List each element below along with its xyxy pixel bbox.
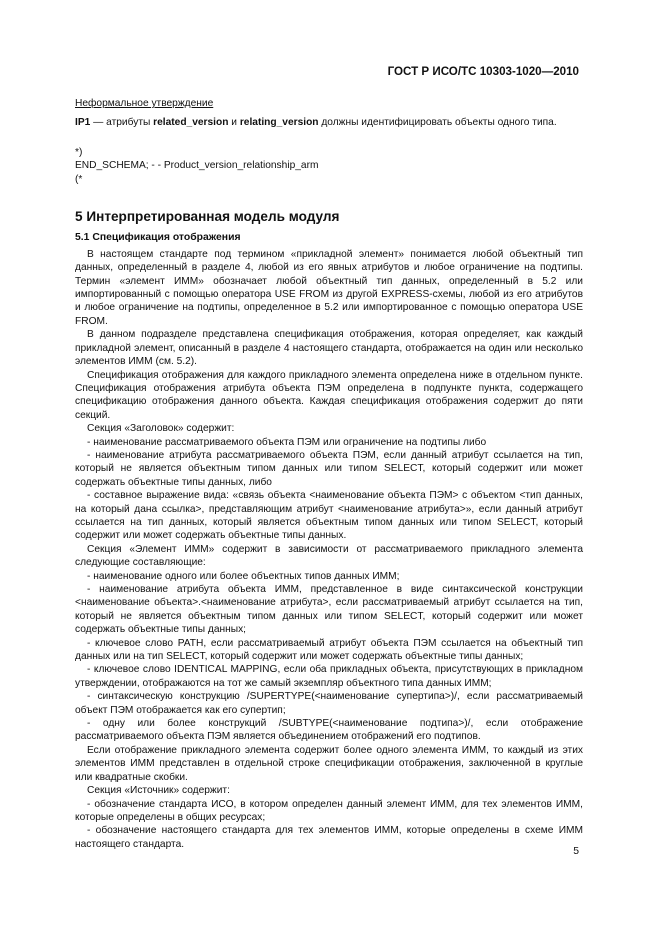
related-version-term: related_version <box>153 117 229 129</box>
ip1-label: IP1 <box>75 117 91 129</box>
informal-statement-ip1 <box>75 116 583 129</box>
page-number: 5 <box>573 846 579 857</box>
page-body <box>75 97 583 851</box>
ip1-text-2: и <box>228 117 240 129</box>
list-item: - синтаксическую конструкцию /SUPERTYPE(<наименование супертипа>)/, если рассматриваемый объект ПЭМ отображается как его супертип; <box>75 691 583 716</box>
paragraph: Секция «Заголовок» содержит: <box>87 423 235 435</box>
list-item: - наименование атрибута объекта ИММ, представленное в виде синтаксической конструкции <наименование объекта>.<наименование атрибута>, если рассматриваемый атрибут ссылается на тип, который не является объектным типом данных или типом SELECT, который содержит или может содержать объектные типы данных; <box>75 584 583 636</box>
relating-version-term: relating_version <box>239 117 319 129</box>
list-item: - ключевое слово PATH, если рассматриваемый атрибут объекта ПЭМ ссылается на объектный тип данных или на тип SELECT, который содержит или может содержать объектные типы данных; <box>75 637 583 663</box>
code-comment-close: *) <box>75 146 83 158</box>
list-item: - одну или более конструкций /SUBTYPE(<наименование подтипа>)/, если отображение рассматриваемого объекта ПЭМ является объединением отображений его подтипов. <box>75 718 583 743</box>
paragraph: Секция «Источник» содержит: <box>87 785 230 797</box>
paragraph: Если отображение прикладного элемента содержит более одного элемента ИММ, то каждый из этих элементов ИММ представлен в отдельной строке спецификации отображения, заключенной в круглые или квадратные скобки. <box>75 744 583 783</box>
list-item: - ключевое слово IDENTICAL MAPPING, если оба прикладных объекта, присутствующих в прикладном утверждении, отображаются на тот же самый экземпляр объектного типа данных ИММ; <box>75 664 583 689</box>
paragraph: Секция «Элемент ИММ» содержит в зависимости от рассматриваемого прикладного элемента следующие составляющие: <box>75 543 583 569</box>
list-item: - наименование атрибута рассматриваемого объекта ПЭМ, если данный атрибут ссылается на тип, который не является объектным типом данных или типом SELECT, который содержит или может содержать объектные типы данных, либо <box>75 449 583 488</box>
section-5-heading: 5 Интерпретированная модель модуля <box>75 209 340 225</box>
paragraph: Спецификация отображения для каждого прикладного элемента определена ниже в отдельном пункте. Спецификация отображения атрибута объекта ПЭМ определена в подпункте пункта, содержащего спецификацию отображения данного объекта. Каждая спецификация отображения содержит до пяти секций. <box>75 369 583 421</box>
ip1-text-1: — атрибуты <box>90 117 154 129</box>
paragraph: В данном подразделе представлена спецификация отображения, которая определяет, как каждый прикладной элемент, описанный в разделе 4 настоящего стандарта, отображается на один или несколько элементов ИММ (см. 5.2). <box>75 329 583 368</box>
list-item: - обозначение настоящего стандарта для тех элементов ИММ, которые определены в схеме ИММ настоящего стандарта. <box>75 825 583 850</box>
code-comment-open: (* <box>75 173 83 185</box>
ip1-text-3: должны идентифицировать объекты одного типа. <box>318 117 557 129</box>
informal-statement-title: Неформальное утверждение <box>75 98 214 109</box>
list-item: - составное выражение вида: «связь объекта <наименование объекта ПЭМ> с объектом <тип данных, на который дана ссылка>, представляющим атрибут <наименование атрибута>», если данный атрибут ссылается на тип данных, который является объектным типом данных или типом SELECT, который содержит или может содержать объектные типы данных. <box>75 490 583 542</box>
code-end-schema: END_SCHEMA; - - Product_version_relationship_arm <box>75 160 319 172</box>
list-item: - наименование рассматриваемого объекта ПЭМ или ограничение на подтипы либо <box>87 436 487 448</box>
section-5-1-heading: 5.1 Спецификация отображения <box>75 232 241 244</box>
list-item: - обозначение стандарта ИСО, в котором определен данный элемент ИММ, для тех элементов ИММ, которые определены в общих ресурсах; <box>75 798 583 823</box>
paragraph: В настоящем стандарте под термином «прикладной элемент» понимается любой объектный тип данных, определенный в разделе 4, любой из его явных атрибутов и любое ограничение на подтипы. Термин «элемент ИММ» обозначает любой объектный тип данных, определенный в 5.2 или импортированный с помощью оператора USE FROM из другой EXPRESS-схемы, любой из его атрибутов и любое ограничение на подтипы, определенное в 5.2 или импортированное с помощью оператора USE FROM. <box>75 248 583 327</box>
standard-code-header: ГОСТ Р ИСО/ТС 10303-1020—2010 <box>387 65 579 78</box>
list-item: - наименование одного или более объектных типов данных ИММ; <box>87 570 400 582</box>
